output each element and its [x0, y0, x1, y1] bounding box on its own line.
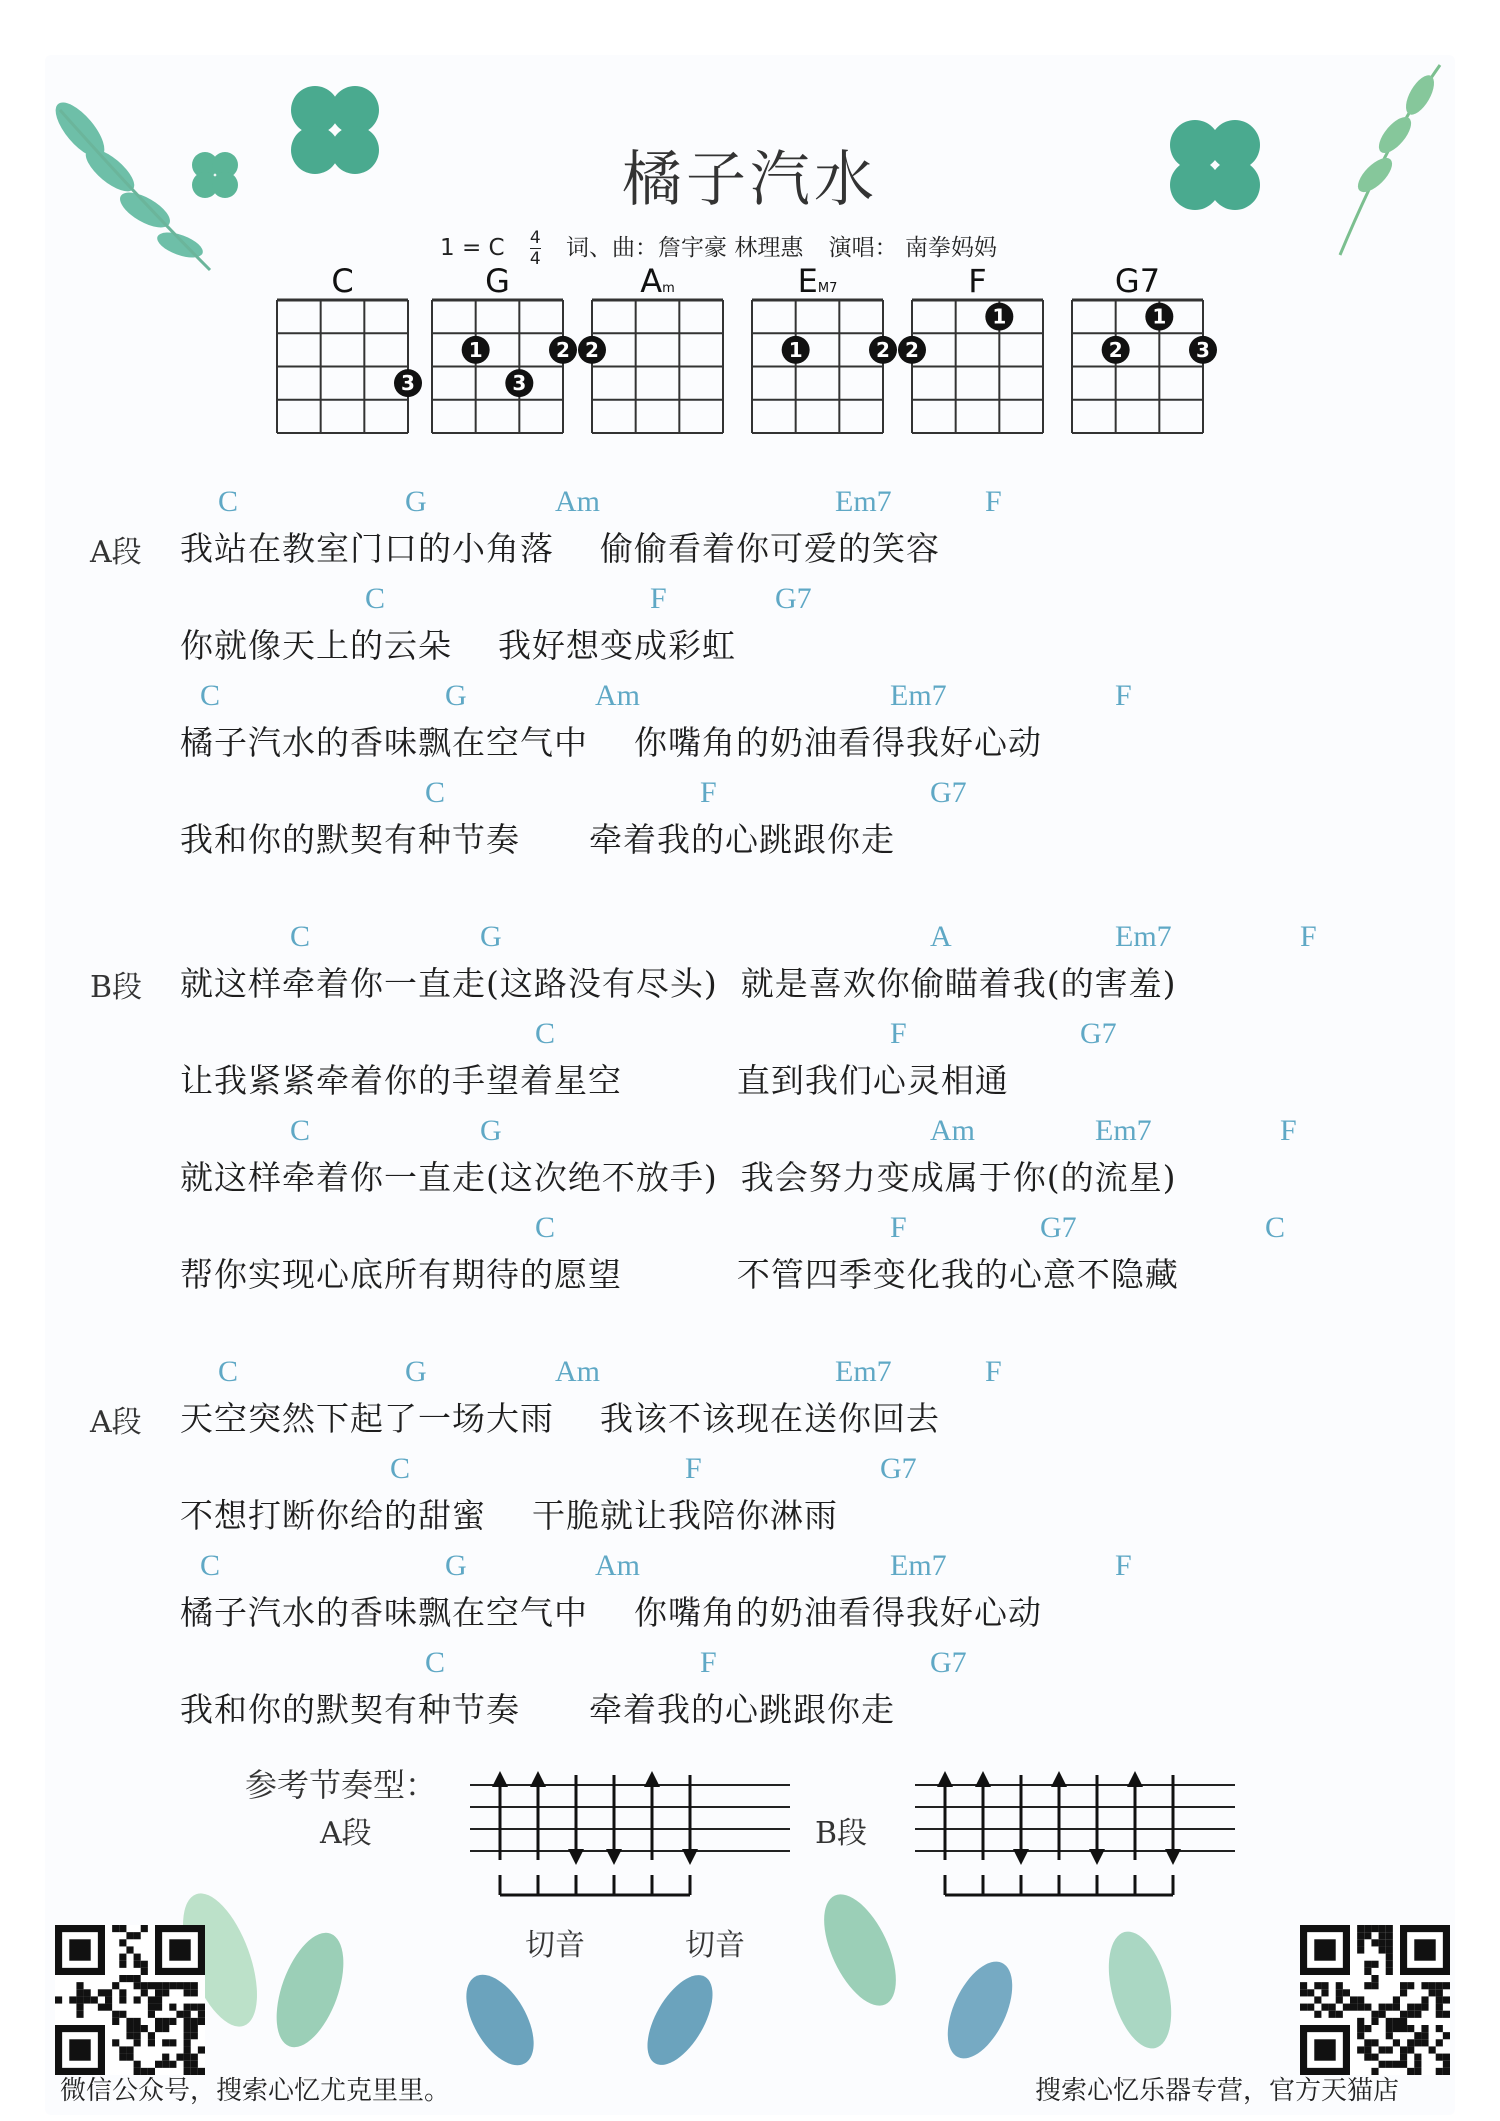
svg-text:1: 1: [992, 304, 1007, 329]
lyric-line: 就这样牵着你一直走(这次绝不放手) 我会努力变成属于你(的流星): [180, 1158, 1177, 1197]
key-signature: 1 = C: [440, 235, 505, 261]
svg-text:1: 1: [468, 337, 483, 362]
chord-diagram-g7: [1070, 262, 1210, 435]
svg-text:2: 2: [905, 337, 919, 362]
finger-dot: [869, 336, 897, 364]
strum-down-arrow: [1089, 1775, 1105, 1895]
chord-symbol: F: [1300, 920, 1317, 953]
chord-diagram-name: F: [968, 262, 987, 300]
chord-symbol: C: [200, 1549, 221, 1582]
chord-symbol: Em7: [1095, 1114, 1152, 1147]
finger-dot: [782, 336, 810, 364]
strum-down-arrow: [568, 1775, 584, 1895]
chord-symbol: C: [425, 1646, 446, 1679]
finger-dot: [549, 336, 577, 364]
chord-symbol: G7: [880, 1452, 917, 1485]
chord-symbol: F: [1280, 1114, 1297, 1147]
chord-symbol: F: [985, 485, 1002, 518]
qr-code-right: [1300, 1925, 1450, 2075]
rhythm-title: 参考节奏型：: [245, 1766, 438, 1804]
chord-diagram-em7: [750, 262, 890, 435]
fretboard-grid: [585, 298, 725, 435]
strum-down-arrow: [606, 1775, 622, 1895]
chord-diagram-c: [275, 262, 415, 435]
chord-symbol: Am: [595, 1549, 640, 1582]
chord-symbol: F: [700, 776, 717, 809]
finger-dot: [462, 336, 490, 364]
lyric-line: 你就像天上的云朵 我好想变成彩虹: [180, 626, 736, 665]
chord-symbol: C: [535, 1211, 556, 1244]
svg-text:1: 1: [1152, 304, 1167, 329]
chord-diagram-name: C: [331, 262, 354, 300]
lyric-line: 橘子汽水的香味飘在空气中 你嘴角的奶油看得我好心动: [180, 1593, 1042, 1632]
chord-symbol: G: [405, 1355, 427, 1388]
chord-diagram-name: EM7: [797, 262, 838, 300]
chord-symbol: G7: [1040, 1211, 1077, 1244]
chord-symbol: F: [1115, 679, 1132, 712]
lyricist-composer: 词、曲：詹宇豪 林理惠: [566, 235, 804, 261]
rhythm-pattern-b: [915, 1765, 1235, 1915]
chord-diagram-am: [585, 262, 725, 435]
chord-diagram-suffix: M7: [817, 281, 838, 296]
chord-symbol: F: [685, 1452, 702, 1485]
chord-symbol: C: [290, 920, 311, 953]
chord-symbol: G: [480, 920, 502, 953]
svg-text:3: 3: [512, 371, 527, 396]
lyric-line: 我和你的默契有种节奏 牵着我的心跳跟你走: [180, 820, 895, 859]
qr-code-left: [55, 1925, 205, 2075]
fretboard-grid: [905, 298, 1045, 435]
chord-symbol: C: [290, 1114, 311, 1147]
chord-diagram-name: Am: [640, 262, 675, 300]
strum-up-arrow: [530, 1771, 546, 1895]
strum-down-arrow: [1013, 1775, 1029, 1895]
chord-symbol: C: [390, 1452, 411, 1485]
rhythm-label-a: A段: [320, 1816, 372, 1851]
chord-symbol: C: [218, 1355, 239, 1388]
song-title: 橘子汽水: [622, 145, 878, 215]
rhythm-pattern-a: [470, 1765, 790, 1915]
lyric-line: 帮你实现心底所有期待的愿望 不管四季变化我的心意不隐藏: [180, 1255, 1179, 1294]
strum-up-arrow: [1051, 1771, 1067, 1895]
finger-dot: [505, 369, 533, 397]
chord-symbol: G7: [775, 582, 812, 615]
chord-symbol: G: [480, 1114, 502, 1147]
svg-text:1: 1: [788, 337, 803, 362]
chord-symbol: F: [890, 1211, 907, 1244]
chord-symbol: Am: [555, 1355, 600, 1388]
fretboard-grid: [750, 298, 890, 435]
finger-dot: [1102, 336, 1130, 364]
lyric-line: 我站在教室门口的小角落 偷偷看着你可爱的笑容: [180, 529, 940, 568]
chord-symbol: F: [700, 1646, 717, 1679]
strum-down-arrow: [682, 1775, 698, 1895]
cut-label-2: 切音: [685, 1928, 745, 1963]
chord-symbol: Em7: [835, 485, 892, 518]
chord-symbol: Am: [595, 679, 640, 712]
chord-symbol: G7: [1080, 1017, 1117, 1050]
lyric-line: 橘子汽水的香味飘在空气中 你嘴角的奶油看得我好心动: [180, 723, 1042, 762]
strum-down-arrow: [1165, 1775, 1181, 1895]
strum-up-arrow: [644, 1771, 660, 1895]
chord-diagram-f: [905, 262, 1045, 435]
fretboard-grid: [430, 298, 570, 435]
chord-symbol: Em7: [890, 1549, 947, 1582]
section-label: A段: [90, 1405, 142, 1440]
finger-dot: [578, 336, 606, 364]
chord-diagram-suffix: m: [662, 281, 675, 296]
chord-diagram-name: G: [485, 262, 510, 300]
lyric-line: 让我紧紧牵着你的手望着星空 直到我们心灵相通: [180, 1061, 1009, 1100]
chord-symbol: G7: [930, 776, 967, 809]
chord-symbol: G: [405, 485, 427, 518]
finger-dot: [1145, 303, 1173, 331]
rhythm-label-b: B段: [815, 1816, 868, 1851]
svg-text:2: 2: [585, 337, 599, 362]
lyric-line: 天空突然下起了一场大雨 我该不该现在送你回去: [180, 1399, 940, 1438]
chord-symbol: F: [1115, 1549, 1132, 1582]
chord-symbol: Em7: [890, 679, 947, 712]
time-signature: $\frac{4}{4}$: [529, 228, 541, 269]
cut-label-1: 切音: [525, 1928, 585, 1963]
chord-symbol: G: [445, 679, 467, 712]
svg-text:2: 2: [876, 337, 890, 362]
svg-text:2: 2: [556, 337, 570, 362]
finger-dot: [1189, 336, 1217, 364]
finger-dot: [985, 303, 1013, 331]
svg-text:2: 2: [1108, 337, 1123, 362]
finger-dot: [898, 336, 926, 364]
strum-up-arrow: [975, 1771, 991, 1895]
chord-symbol: C: [200, 679, 221, 712]
singer: 演唱： 南拳妈妈: [828, 235, 997, 261]
chord-symbol: C: [218, 485, 239, 518]
chord-symbol: G7: [930, 1646, 967, 1679]
chord-symbol: G: [445, 1549, 467, 1582]
section-label: A段: [90, 535, 142, 570]
chord-diagram-g: [430, 262, 570, 435]
section-label: B段: [90, 970, 143, 1005]
strum-up-arrow: [937, 1771, 953, 1895]
chord-symbol: Am: [555, 485, 600, 518]
lyric-line: 就这样牵着你一直走(这路没有尽头) 就是喜欢你偷瞄着我(的害羞): [180, 964, 1177, 1003]
chord-symbol: A: [930, 920, 952, 953]
chord-symbol: C: [1265, 1211, 1286, 1244]
lyric-line: 不想打断你给的甜蜜 干脆就让我陪你淋雨: [180, 1496, 838, 1535]
strum-up-arrow: [492, 1771, 508, 1895]
lyric-line: 我和你的默契有种节奏 牵着我的心跳跟你走: [180, 1690, 895, 1729]
chord-symbol: C: [425, 776, 446, 809]
chord-symbol: F: [890, 1017, 907, 1050]
chord-symbol: Em7: [1115, 920, 1172, 953]
finger-dot: [394, 369, 422, 397]
fretboard-grid: [1070, 298, 1210, 435]
footer-left-text: 微信公众号，搜索心忆尤克里里。: [60, 2076, 451, 2106]
chord-symbol: F: [650, 582, 667, 615]
chord-symbol: F: [985, 1355, 1002, 1388]
svg-text:3: 3: [401, 371, 415, 396]
chord-symbol: C: [365, 582, 386, 615]
chord-symbol: Am: [930, 1114, 975, 1147]
chord-symbol: Em7: [835, 1355, 892, 1388]
chord-diagram-name: G7: [1114, 262, 1161, 300]
fretboard-grid: [275, 298, 415, 435]
footer-right-text: 搜索心忆乐器专营，官方天猫店: [1035, 2076, 1400, 2106]
svg-text:3: 3: [1196, 337, 1210, 362]
chord-symbol: C: [535, 1017, 556, 1050]
strum-up-arrow: [1127, 1771, 1143, 1895]
